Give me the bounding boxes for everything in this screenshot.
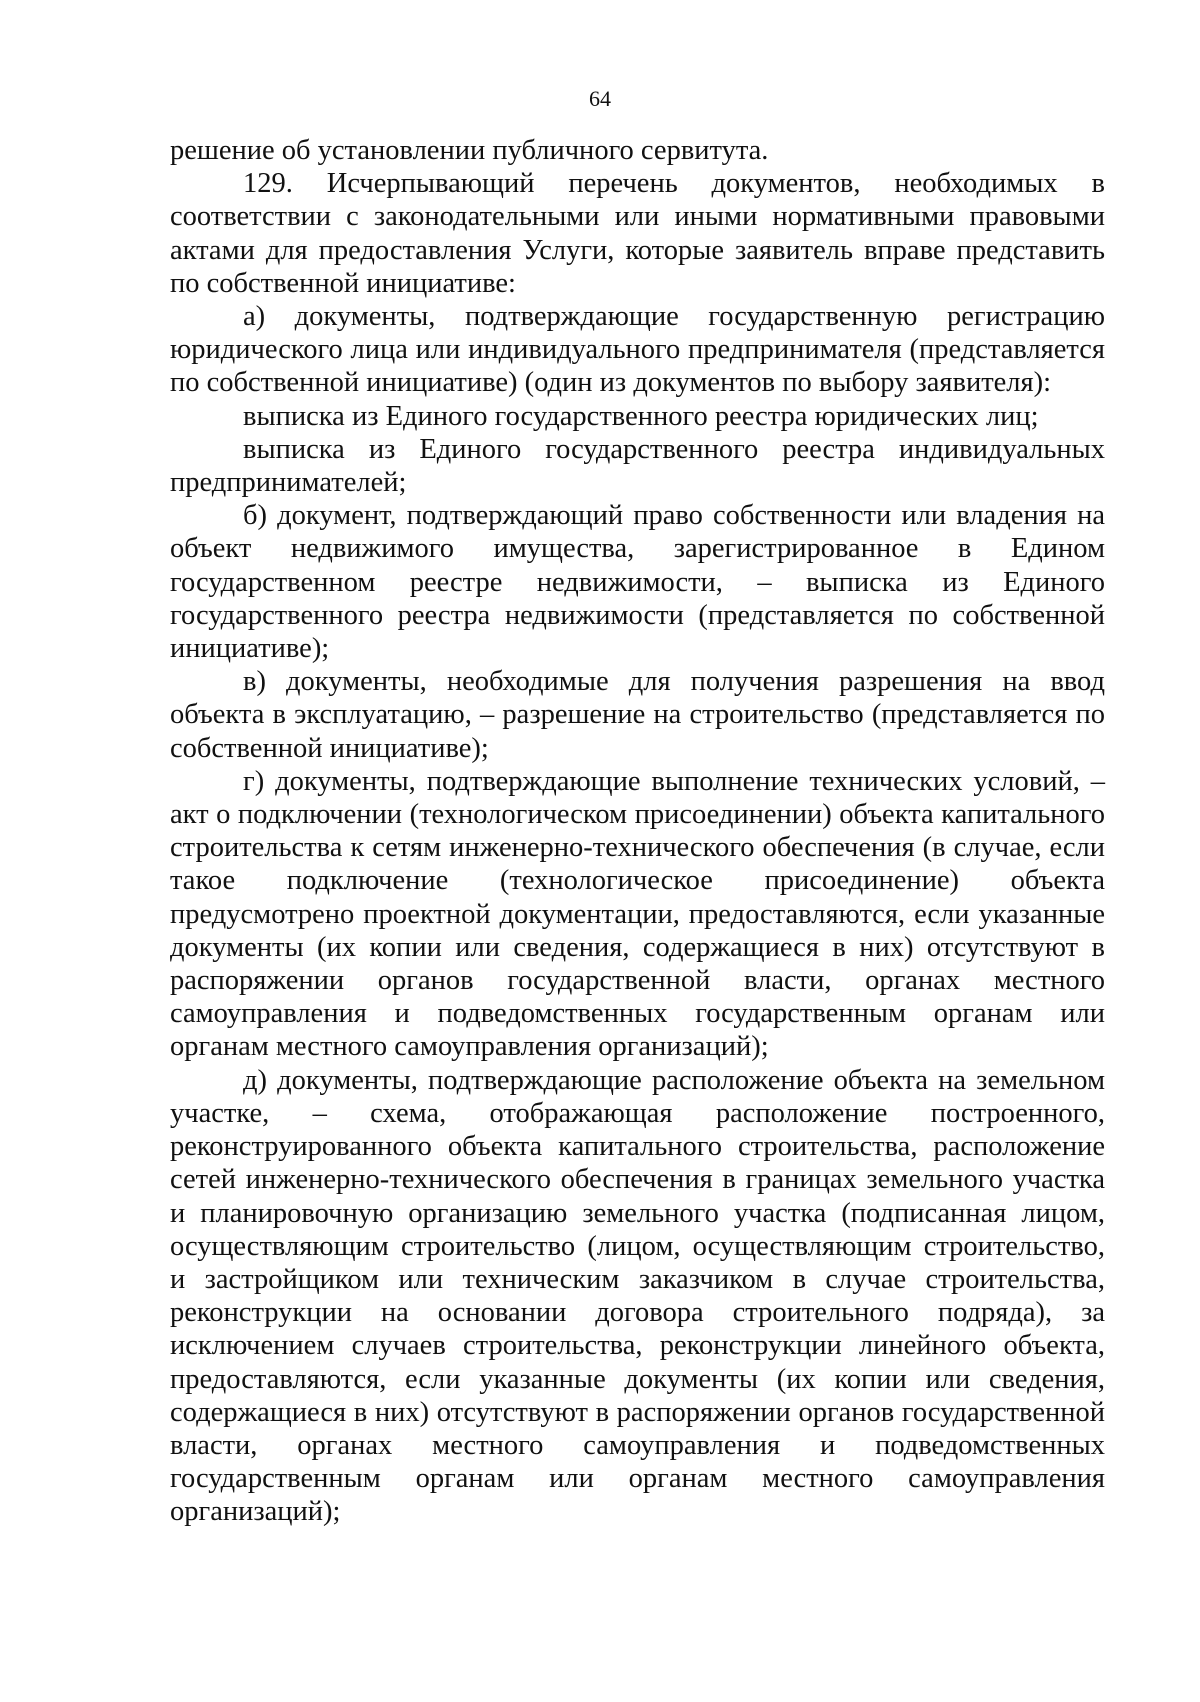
paragraph-item-d: д) документы, подтверждающие расположение объекта на земельном участке, – схема, отображающая расположение построенного, реконструированного объекта капитального строительства, расположение сетей инженерно-технического обеспечения в границах земельного участка и планировочную организацию земельного участка (подписанная лицом, осуществляющим строительство (лицом, осуществляющим строительство, и застройщиком или техническим заказчиком в случае строительства, реконструкции на основании договора строительного подряда), за исключением случаев строительства, реконструкции линейного объекта, предоставляются, если указанные документы (их копии или сведения, содержащиеся в них) отсутствуют в распоряжении органов государственной власти, органах местного самоуправления и подведомственных государственным органам или органам местного самоуправления организаций); <box>170 1064 1105 1528</box>
paragraph-item-b: б) документ, подтверждающий право собственности или владения на объект недвижимого имущества, зарегистрированное в Едином государственном реестре недвижимости, – выписка из Единого государственного реестра недвижимости (представляется по собственной инициативе); <box>170 500 1105 665</box>
paragraph-item-a-option-1: выписка из Единого государственного реестра юридических лиц; <box>243 400 1039 432</box>
paragraph-129: 129. Исчерпывающий перечень документов, необходимых в соответствии с законодательными или иными нормативными правовыми актами для предоставления Услуги, которые заявитель вправе представить по собственной инициативе: <box>170 168 1105 299</box>
paragraph-item-a: а) документы, подтверждающие государственную регистрацию юридического лица или индивидуального предпринимателя (представляется по собственной инициативе) (один из документов по выбору заявителя): <box>170 301 1105 399</box>
paragraph-item-a-option-2: выписка из Единого государственного реестра индивидуальных предпринимателей; <box>170 433 1105 499</box>
paragraph-item-v: в) документы, необходимые для получения разрешения на ввод объекта в эксплуатацию, – разрешение на строительство (представляется по собственной инициативе); <box>170 666 1105 764</box>
document-body <box>170 134 1105 1529</box>
page-number: 64 <box>589 86 611 111</box>
paragraph-item-g: г) документы, подтверждающие выполнение технических условий, – акт о подключении (технологическом присоединении) объекта капитального строительства к сетям инженерно-технического обеспечения (в случае, если такое подключение (технологическое присоединение) объекта предусмотрено проектной документации, предоставляются, если указанные документы (их копии или сведения, содержащиеся в них) отсутствуют в распоряжении органов государственной власти, органах местного самоуправления и подведомственных государственным органам или органам местного самоуправления организаций); <box>170 765 1105 1063</box>
paragraph-continuation: решение об установлении публичного сервитута. <box>170 135 769 166</box>
